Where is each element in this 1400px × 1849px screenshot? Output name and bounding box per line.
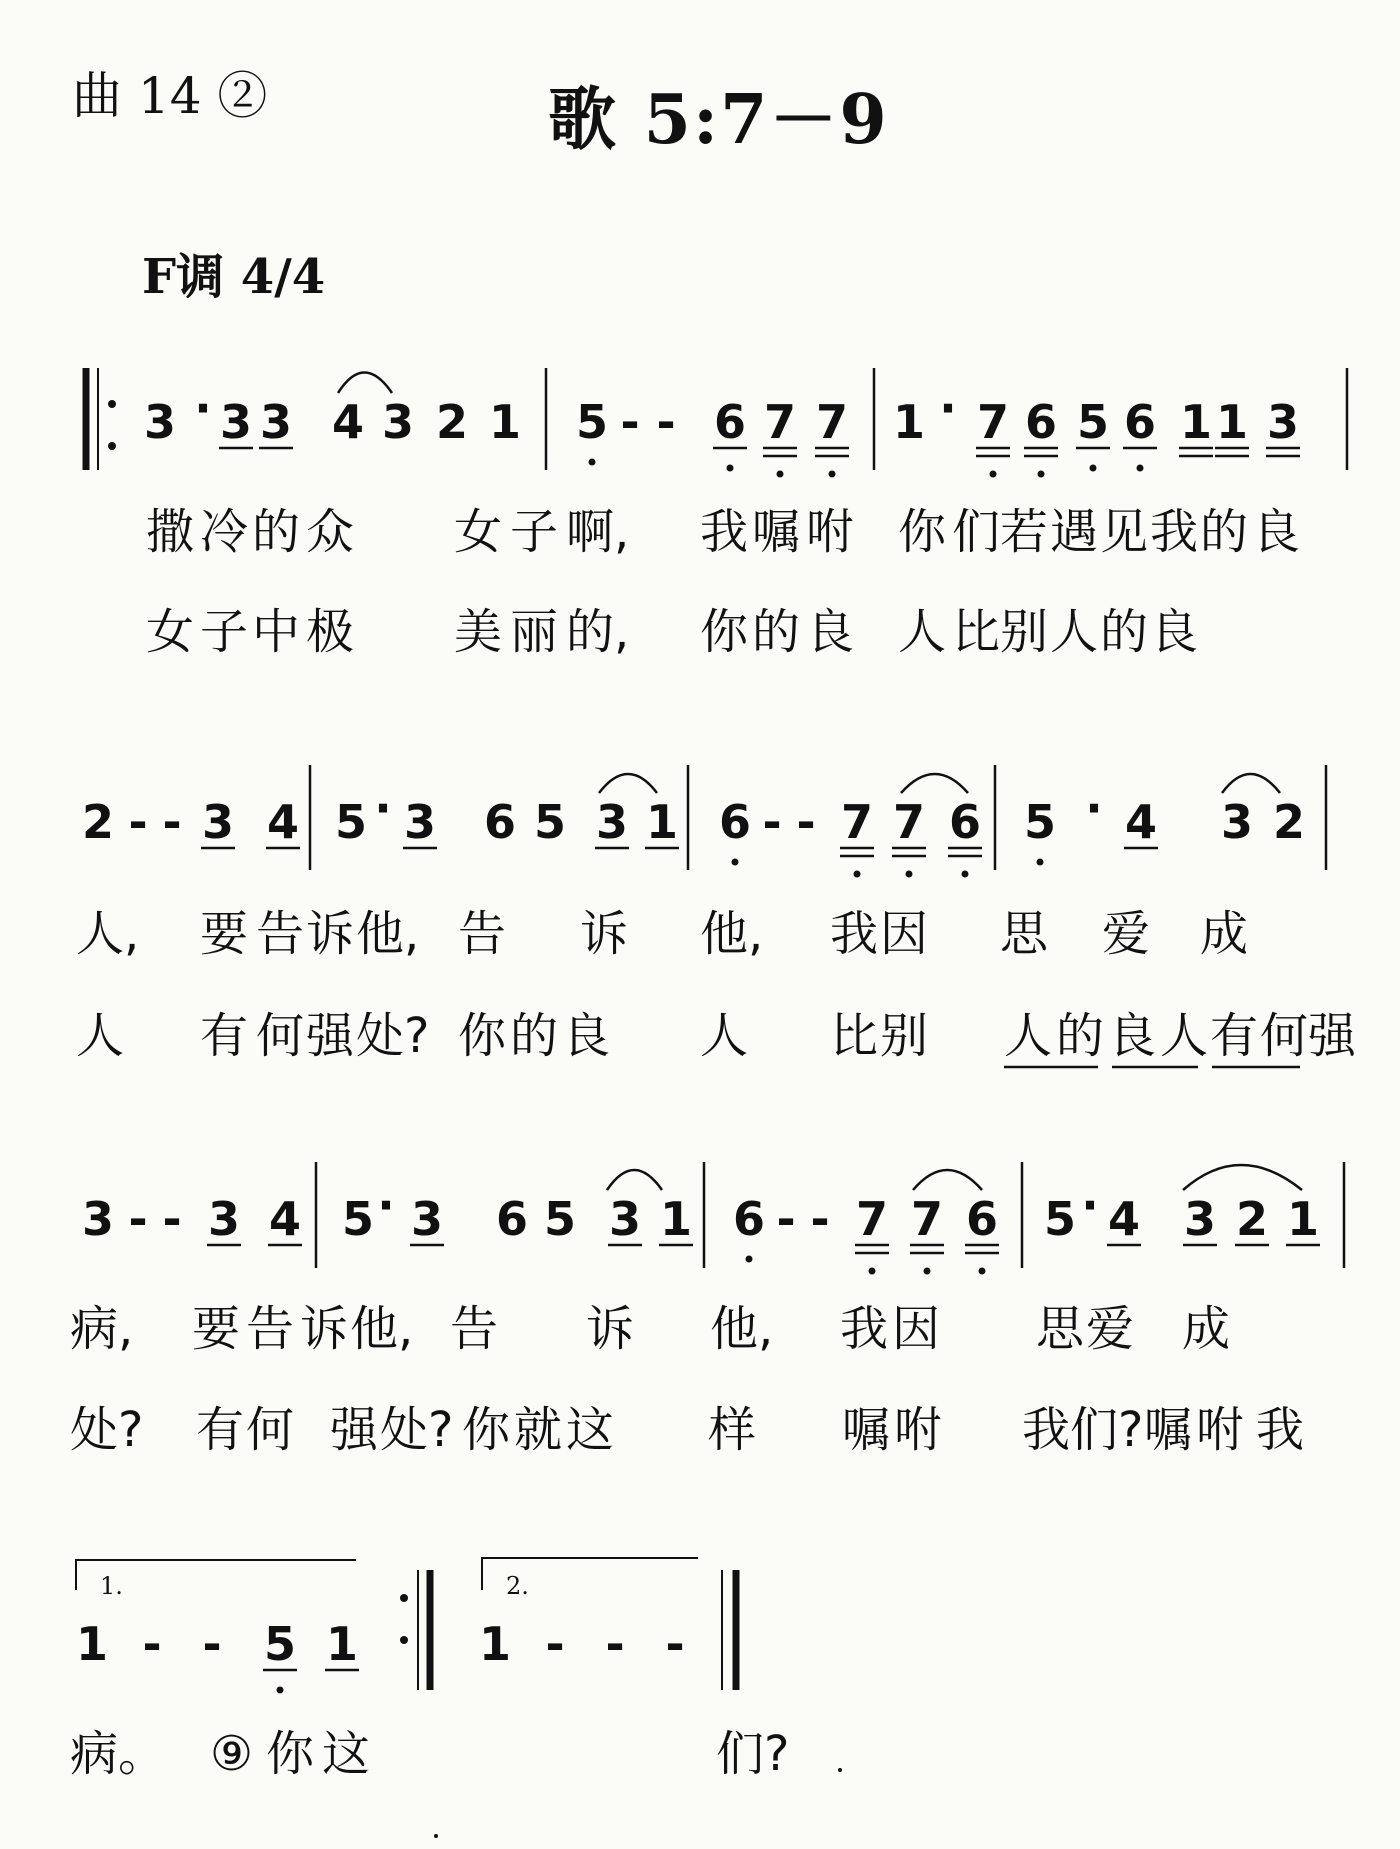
- note: 1: [1215, 395, 1249, 449]
- lyric-syllable: 们?: [1070, 1402, 1144, 1458]
- key-signature: F调 4/4: [142, 249, 326, 305]
- lyric-syllable: 子: [200, 604, 249, 660]
- lyric-syllable: 你: [700, 604, 749, 660]
- note: 3: [608, 1192, 642, 1246]
- page-title: 歌 5:7－9: [548, 80, 889, 160]
- note: 6: [713, 395, 747, 449]
- lyric-syllable: 我: [840, 1301, 889, 1357]
- lyric-syllable: 诉: [300, 1301, 349, 1357]
- note: 5: [1023, 795, 1057, 849]
- lyric-syllable: 比: [952, 604, 1001, 660]
- lyric-syllable: 中: [252, 604, 301, 660]
- dash-extension: -: [605, 1617, 625, 1671]
- lyric-syllable: 诉: [580, 906, 629, 962]
- lyric-syllable: 这: [566, 1402, 615, 1458]
- lyric-syllable: 病,: [70, 1301, 134, 1357]
- octave-dot: [727, 465, 734, 472]
- octave-dot: [906, 871, 913, 878]
- lyric-syllable: 何: [246, 1402, 295, 1458]
- augmentation-dot: ·: [194, 381, 212, 435]
- lyric-syllable: 良: [562, 1008, 611, 1064]
- lyric-syllable: 要: [200, 906, 249, 962]
- dash-extension: -: [762, 795, 782, 849]
- note: 1: [645, 795, 679, 849]
- lyric-syllable: 女: [454, 504, 503, 560]
- note: 3: [410, 1192, 444, 1246]
- lyric-syllable: 诉: [586, 1301, 635, 1357]
- lyric-syllable: 你: [898, 504, 947, 560]
- lyric-syllable: 他,: [700, 906, 764, 962]
- lyrics-layer: [70, 504, 1358, 1782]
- lyric-syllable: 告: [256, 906, 305, 962]
- lyric-syllable: 我: [1256, 1402, 1305, 1458]
- lyric-syllable: 我: [700, 504, 749, 560]
- augmentation-dot: ·: [374, 781, 392, 835]
- lyric-syllable: 的: [1100, 604, 1149, 660]
- lyric-syllable: 人: [700, 1008, 749, 1064]
- octave-dot: [869, 1268, 876, 1275]
- lyric-syllable: 良: [1150, 604, 1199, 660]
- lyric-syllable: 良: [1108, 1008, 1157, 1064]
- octave-dot: [829, 471, 836, 478]
- lyric-syllable: 良: [806, 604, 855, 660]
- note: 1: [1286, 1192, 1320, 1246]
- lyric-syllable: 他,: [350, 1301, 414, 1357]
- lyric-syllable: 我: [1150, 504, 1199, 560]
- note: 7: [840, 795, 874, 849]
- octave-dot: [277, 1687, 284, 1694]
- note: 1: [325, 1617, 359, 1671]
- note: 6: [948, 795, 982, 849]
- note: 3: [1266, 395, 1300, 449]
- lyric-syllable: 有: [196, 1402, 245, 1458]
- lyric-syllable: 的: [510, 1008, 559, 1064]
- note: 5: [341, 1192, 375, 1246]
- note: 3: [207, 1192, 241, 1246]
- lyric-syllable: 强: [306, 1008, 355, 1064]
- octave-dot: [1037, 859, 1044, 866]
- dash-extension: -: [128, 1192, 148, 1246]
- dash-extension: -: [776, 1192, 796, 1246]
- lyric-syllable: 冷: [200, 504, 249, 560]
- lyric-syllable: 你: [266, 1726, 315, 1782]
- lyric-syllable: 丽: [510, 604, 559, 660]
- dash-extension: -: [545, 1617, 565, 1671]
- note: 2: [1235, 1192, 1269, 1246]
- note: 3: [381, 395, 415, 449]
- lyric-syllable: 比: [830, 1008, 879, 1064]
- note: 5: [334, 795, 368, 849]
- lyric-syllable: 有: [1210, 1008, 1259, 1064]
- note: 6: [495, 1192, 529, 1246]
- lyric-syllable: 思: [1000, 906, 1049, 962]
- lyric-syllable: 的: [1200, 504, 1249, 560]
- dash-extension: -: [162, 1192, 182, 1246]
- note: 3: [259, 395, 293, 449]
- note: 3: [219, 395, 253, 449]
- octave-dot: [979, 1268, 986, 1275]
- note: 4: [268, 1192, 302, 1246]
- note: 1: [478, 1617, 512, 1671]
- lyric-syllable: 我: [830, 906, 879, 962]
- lyric-syllable: 你: [462, 1402, 511, 1458]
- lyric-syllable: 极: [306, 604, 355, 660]
- lyric-syllable: 们?: [716, 1726, 790, 1782]
- note: 6: [718, 795, 752, 849]
- lyric-syllable: 要: [192, 1301, 241, 1357]
- note: 3: [143, 395, 177, 449]
- note: 3: [201, 795, 235, 849]
- note: 4: [1107, 1192, 1141, 1246]
- lyric-syllable: 人,: [76, 906, 140, 962]
- dash-extension: -: [796, 795, 816, 849]
- note: 4: [331, 395, 365, 449]
- lyric-syllable: 何: [1260, 1008, 1309, 1064]
- lyric-syllable: 这: [322, 1726, 371, 1782]
- lyric-syllable: 告: [246, 1301, 295, 1357]
- lyric-syllable: 嘱: [1144, 1402, 1193, 1458]
- lyric-syllable: 人: [76, 1008, 125, 1064]
- octave-dot: [746, 1256, 753, 1263]
- dash-extension: -: [142, 1617, 162, 1671]
- note: 6: [965, 1192, 999, 1246]
- note: 1: [659, 1192, 693, 1246]
- lyric-syllable: 强: [1308, 1008, 1357, 1064]
- note: 1: [75, 1617, 109, 1671]
- dash-extension: -: [665, 1617, 685, 1671]
- dash-extension: -: [656, 395, 676, 449]
- octave-dot: [1137, 465, 1144, 472]
- lyric-syllable: 别: [880, 1008, 929, 1064]
- lyric-syllable: 强: [330, 1402, 379, 1458]
- lyric-syllable: 处?: [356, 1008, 430, 1064]
- lyric-syllable: 遇: [1050, 504, 1099, 560]
- octave-dot: [924, 1268, 931, 1275]
- note: 7: [910, 1192, 944, 1246]
- lyric-syllable: 啊,: [566, 504, 630, 560]
- note: 2: [1272, 795, 1306, 849]
- note: 5: [575, 395, 609, 449]
- note: 1: [1179, 395, 1213, 449]
- lyric-syllable: 人: [1004, 1008, 1053, 1064]
- lyric-syllable: 处?: [380, 1402, 454, 1458]
- lyric-syllable: 人: [898, 604, 947, 660]
- lyric-syllable: 就: [514, 1402, 563, 1458]
- note: 7: [892, 795, 926, 849]
- octave-dot: [1038, 471, 1045, 478]
- lyric-syllable: 的: [752, 604, 801, 660]
- lyric-syllable: 见: [1100, 504, 1149, 560]
- song-number: 曲 14 ②: [72, 67, 268, 125]
- lyric-syllable: 嘱: [842, 1402, 891, 1458]
- lyric-syllable: 何: [256, 1008, 305, 1064]
- note: 6: [483, 795, 517, 849]
- lyric-syllable: 告: [458, 906, 507, 962]
- dash-extension: -: [202, 1617, 222, 1671]
- note: 4: [1124, 795, 1158, 849]
- lyric-syllable: 美: [454, 604, 503, 660]
- octave-dot: [732, 859, 739, 866]
- note: 6: [1123, 395, 1157, 449]
- augmentation-dot: ·: [939, 381, 957, 435]
- octave-dot: [589, 459, 596, 466]
- lyric-syllable: ⑨: [210, 1726, 254, 1782]
- lyric-syllable: 人: [1050, 604, 1099, 660]
- note: 6: [1024, 395, 1058, 449]
- lyric-syllable: 良: [1252, 504, 1301, 560]
- lyric-syllable: 病。: [70, 1726, 167, 1782]
- lyric-syllable: 们: [952, 504, 1001, 560]
- octave-dot: [854, 871, 861, 878]
- lyric-syllable: 有: [200, 1008, 249, 1064]
- note: 4: [266, 795, 300, 849]
- note: 6: [732, 1192, 766, 1246]
- note: 7: [976, 395, 1010, 449]
- lyric-syllable: 的,: [566, 604, 630, 660]
- augmentation-dot: ·: [377, 1178, 395, 1232]
- note: 3: [403, 795, 437, 849]
- lyric-syllable: 咐: [1196, 1402, 1245, 1458]
- lyric-syllable: 你: [458, 1008, 507, 1064]
- lyric-syllable: 女: [146, 604, 195, 660]
- note: 5: [263, 1617, 297, 1671]
- note: 2: [81, 795, 115, 849]
- lyric-syllable: 咐: [806, 504, 855, 560]
- lyric-syllable: 他,: [710, 1301, 774, 1357]
- octave-dot: [962, 871, 969, 878]
- lyric-syllable: 思: [1036, 1301, 1085, 1357]
- note: 5: [1076, 395, 1110, 449]
- lyric-syllable: 的: [252, 504, 301, 560]
- lyric-syllable: 我: [1022, 1402, 1071, 1458]
- lyric-syllable: 人: [1160, 1008, 1209, 1064]
- lyric-syllable: 众: [306, 504, 355, 560]
- note: 3: [81, 1192, 115, 1246]
- note: 3: [1220, 795, 1254, 849]
- lyric-syllable: 成: [1200, 906, 1249, 962]
- dash-extension: -: [128, 795, 148, 849]
- octave-dot: [777, 471, 784, 478]
- lyric-syllable: 嘱: [752, 504, 801, 560]
- octave-dot: [990, 471, 997, 478]
- augmentation-dot: ·: [1085, 781, 1103, 835]
- note: 1: [488, 395, 522, 449]
- lyric-syllable: 因: [880, 906, 929, 962]
- dash-extension: -: [162, 795, 182, 849]
- lyric-syllable: 爱: [1102, 906, 1151, 962]
- lyric-syllable: 告: [450, 1301, 499, 1357]
- note: 7: [815, 395, 849, 449]
- note: 7: [855, 1192, 889, 1246]
- lyric-syllable: 若: [1000, 504, 1049, 560]
- note: 3: [595, 795, 629, 849]
- note: 1: [892, 395, 926, 449]
- note: 7: [763, 395, 797, 449]
- lyric-syllable: 别: [1000, 604, 1049, 660]
- note: 3: [1183, 1192, 1217, 1246]
- lyric-syllable: 因: [892, 1301, 941, 1357]
- lyric-syllable: 处?: [70, 1402, 144, 1458]
- lyric-syllable: 样: [708, 1402, 757, 1458]
- note: 5: [543, 1192, 577, 1246]
- lyric-syllable: 诉: [306, 906, 355, 962]
- note: 5: [533, 795, 567, 849]
- lyric-syllable: 子: [510, 504, 559, 560]
- octave-dot: [1090, 465, 1097, 472]
- lyric-syllable: 成: [1182, 1301, 1231, 1357]
- augmentation-dot: ·: [1081, 1178, 1099, 1232]
- dash-extension: -: [810, 1192, 830, 1246]
- lyric-syllable: 撒: [146, 504, 195, 560]
- note: 2: [435, 395, 469, 449]
- lyric-syllable: 咐: [894, 1402, 943, 1458]
- lyric-syllable: 爱: [1086, 1301, 1135, 1357]
- volta-label: 2.: [506, 1572, 529, 1600]
- lyric-syllable: 他,: [356, 906, 420, 962]
- lyric-syllable: 的: [1056, 1008, 1105, 1064]
- volta-label: 1.: [100, 1572, 123, 1600]
- dash-extension: -: [620, 395, 640, 449]
- note: 5: [1043, 1192, 1077, 1246]
